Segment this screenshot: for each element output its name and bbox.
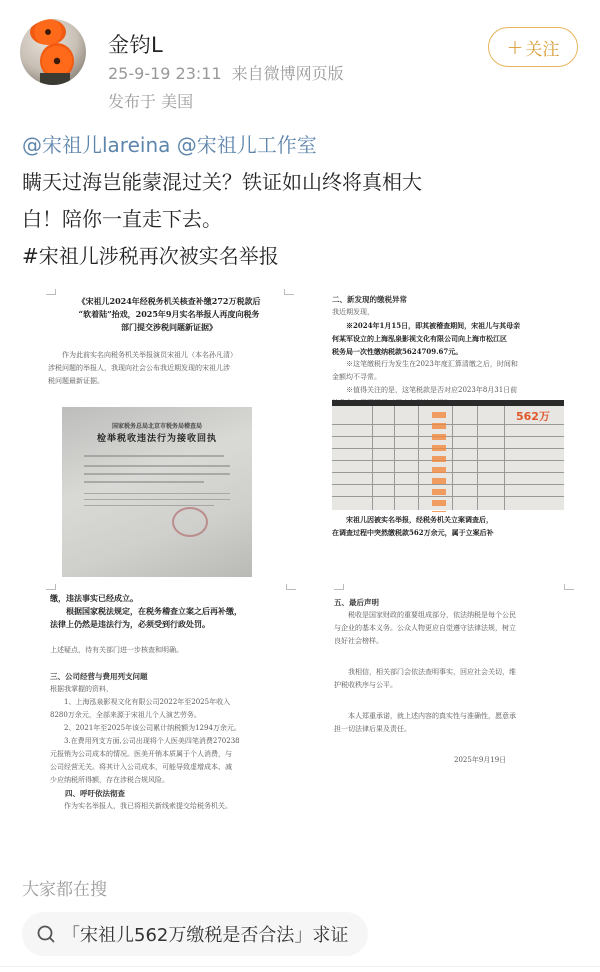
doc-line: 法律上仍然是违法行为，必须受到行政处罚。 (50, 619, 210, 629)
table-line (332, 460, 564, 461)
doc-line: 上述疑点，待有关部门进一步核查和明确。 (50, 646, 183, 654)
page-corner-mark (564, 584, 574, 590)
doc-heading: 二、新发现的缴税异常 (332, 295, 407, 304)
doc-line: 根据国家税法规定，在税务稽查立案之后再补缴， (66, 606, 242, 616)
post-source: 来自微博网页版 (231, 64, 344, 83)
receipt-org: 国家税务总局北京市税务局稽查局 (111, 423, 202, 430)
table-line (332, 484, 564, 485)
document-page-4 (320, 580, 580, 875)
doc-heading: 三、公司经营与费用列支问题 (50, 672, 148, 681)
flower-image (30, 19, 66, 45)
doc-line: ※这笔缴税行为发生在2023年度汇算清缴之后，时间和 (346, 360, 518, 368)
plus-icon: + (506, 35, 524, 59)
post-header (0, 0, 600, 120)
post-text (22, 127, 582, 275)
doc-title-line: 部门提交涉税问题新证据》 (121, 322, 217, 332)
doc-caption: 在调查过程中突然缴税款562万余元，属于立案后补 (332, 528, 494, 537)
doc-line: 护税收秩序与公平。 (334, 681, 397, 689)
table-line (418, 406, 419, 510)
table-line (477, 406, 478, 510)
handwritten-annotation (432, 412, 446, 512)
doc-line: 我近期发现， (332, 308, 374, 316)
avatar[interactable] (20, 19, 86, 85)
table-line (504, 406, 505, 510)
doc-line: 涉税问题的举报人，我现向社会公布我近期发现的宋祖儿涉 (48, 364, 230, 372)
search-icon (36, 924, 56, 944)
document-page-3 (40, 580, 310, 875)
doc-line: 3.在费用列支方面,公司出现将个人医美四笔消费270238 (64, 737, 240, 745)
doc-line: 金额均不寻常。 (332, 373, 381, 381)
post-image[interactable] (40, 285, 580, 875)
doc-date: 2025年9月19日 (454, 756, 507, 764)
page-corner-mark (334, 584, 344, 590)
receipt-text-line (84, 473, 230, 475)
receipt-text-line (84, 493, 230, 494)
table-line (394, 406, 395, 510)
trending-label: 大家都在搜 (22, 880, 107, 900)
search-suggestion-chip[interactable] (22, 912, 368, 956)
table-line (372, 406, 373, 510)
receipt-photo (62, 407, 252, 577)
doc-line: 税务局一次性缴纳税款5624709.67元。 (332, 347, 463, 356)
doc-caption: 宋祖儿因被实名举报，经税务机关立案调查后， (346, 515, 493, 524)
doc-line: 担一切法律后果及责任。 (334, 725, 411, 733)
table-line (332, 496, 564, 497)
table-line (452, 406, 453, 510)
post-body-line: 瞒天过海岂能蒙混过关？铁证如山终将真相大 (22, 170, 422, 194)
receipt-text-line (84, 481, 204, 483)
post-meta (108, 61, 344, 84)
doc-line: 本人郑重承诺，就上述内容的真实性与准确性，愿意承 (348, 712, 516, 720)
official-stamp (172, 507, 208, 537)
author-name[interactable]: 金钧L (108, 33, 164, 57)
doc-heading: 五、最后声明 (334, 598, 379, 607)
document-page-2 (330, 285, 580, 580)
doc-line: 元报销为公司成本的情况。医美开销本质属于个人消费，与 (50, 750, 232, 758)
handwritten-amount: 562万 (516, 410, 550, 423)
doc-line: 8280万余元，全部来源于宋祖儿个人演艺劳务。 (50, 711, 201, 719)
doc-line: 缴，违法事实已经成立。 (50, 593, 138, 603)
doc-line: 与企业的基本义务。公众人物更应自觉遵守法律法规，树立 (334, 624, 516, 632)
vase-image (40, 73, 70, 85)
doc-line: 我相信，相关部门会依法查明事实，回应社会关切，维 (348, 668, 516, 676)
document-page-1 (40, 285, 300, 580)
post-location: 发布于 美国 (108, 92, 194, 111)
doc-line: 公司经营无关。将其计入公司成本，可能导致虚增成本、减 (50, 763, 232, 771)
doc-line: 税收是国家财政的重要组成部分，依法纳税是每个公民 (348, 611, 516, 619)
receipt-text-line (84, 505, 214, 506)
page-corner-mark (286, 584, 296, 590)
tax-table-photo (332, 400, 564, 510)
table-line (332, 424, 564, 425)
doc-line: 作为此前实名向税务机关举报演员宋祖儿（本名孙凡清） (62, 351, 237, 359)
doc-line: ※2024年1月15日，即其被稽查期间，宋祖儿与其母亲 (346, 321, 521, 330)
receipt-text-line (84, 465, 230, 467)
page-corner-mark (284, 289, 294, 295)
follow-label: 关注 (525, 39, 560, 60)
doc-line: ※值得关注的是，这笔税款是否对应2023年8月31日前 (346, 386, 518, 394)
table-line (332, 472, 564, 473)
doc-line: 少应纳税所得额，存在涉税合规风险。 (50, 776, 169, 784)
divider (0, 966, 600, 967)
mention-link[interactable]: @宋祖儿工作室 (176, 133, 317, 157)
doc-line: 1、上海泓泉影视文化有限公司2022年至2025年收入 (64, 698, 231, 706)
page-corner-mark (46, 584, 56, 590)
receipt-text-line (84, 499, 230, 500)
search-suggestion-text: 「宋祖儿562万缴税是否合法」求证 (62, 925, 349, 946)
follow-button[interactable] (488, 27, 578, 67)
doc-line: 税问题最新证据。 (48, 377, 104, 385)
doc-line: 何某军设立的上海泓泉影视文化有限公司向上海市松江区 (332, 334, 507, 343)
table-line (332, 448, 564, 449)
doc-line: 2、2021年至2025年该公司累计纳税额为1294万余元。 (64, 724, 241, 732)
receipt-text-line (84, 455, 224, 457)
doc-title-line: 《宋祖儿2024年经税务机关核查补缴272万税款后 (77, 296, 261, 306)
doc-line: 根据我掌握的资料， (50, 685, 113, 693)
receipt-title: 检举税收违法行为接收回执 (96, 434, 217, 444)
mention-link[interactable]: @宋祖儿lareina (22, 133, 171, 157)
table-line (332, 436, 564, 437)
doc-line: 良好社会榜样。 (334, 637, 383, 645)
timestamp: 25-9-19 23:11 (108, 64, 222, 83)
doc-line: 作为实名举报人，我已将相关新线索提交给税务机关。 (64, 802, 232, 810)
doc-heading: 四、呼吁依法彻查 (65, 789, 125, 798)
mentions-line (22, 127, 582, 164)
post-body-line: 白！陪你一直走下去。 (22, 207, 222, 231)
doc-title-line: “软着陆”抬戏，2025年9月实名举报人再度向税务 (78, 309, 260, 319)
hashtag-link[interactable]: #宋祖儿涉税再次被实名举报 (22, 244, 279, 268)
